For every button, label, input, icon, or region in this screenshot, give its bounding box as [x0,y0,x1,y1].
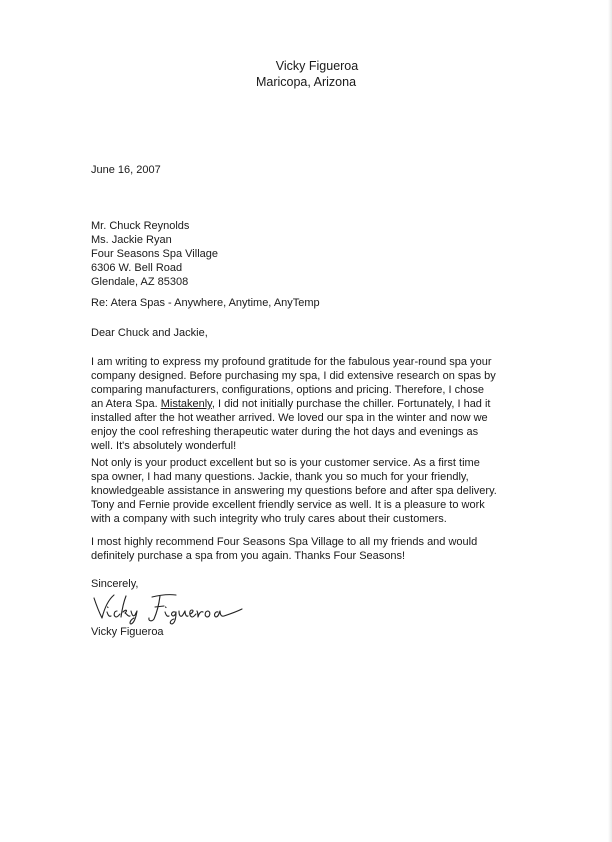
paragraph-line: enjoy the cool refreshing therapeutic water during the hot days and evenings as [91,426,479,438]
paragraph-line: I most highly recommend Four Seasons Spa Village to all my friends and would [91,536,478,548]
paragraph-line: Tony and Fernie provide excellent friendly service as well. It is a pleasure to work [91,499,485,511]
paragraph-line: comparing manufacturers, configurations, options and pricing. Therefore, I chose [91,384,484,396]
closing: Sincerely, [91,578,139,590]
subject-line: Re: Atera Spas - Anywhere, Anytime, AnyTemp [91,297,320,309]
paragraph-line: with a company with such integrity who truly cares about their customers. [91,513,447,525]
recipient-line: Glendale, AZ 85308 [91,276,189,288]
recipient-line: 6306 W. Bell Road [91,262,183,274]
paragraph-recommend [91,535,531,563]
paragraph-line: Not only is your product excellent but so is your customer service. As a first time [91,457,480,469]
text-segment: , I did not initially purchase the chiller. Fortunately, I had it [211,398,491,410]
letterhead [0,58,612,90]
paragraph-gratitude [91,355,531,453]
paragraph-line: definitely purchase a spa from you again. Thanks Four Seasons! [91,550,406,562]
paragraph-line: well. It's absolutely wonderful! [91,440,237,452]
paragraph-line [91,397,531,411]
recipient-line: Mr. Chuck Reynolds [91,220,190,232]
paragraph-line: company designed. Before purchasing my spa, I did extensive research on spas by [91,370,496,382]
recipient-line: Four Seasons Spa Village [91,248,218,260]
underlined-word: Mistakenly [160,398,212,410]
recipient-address [91,219,531,289]
paragraph-line: spa owner, I had many questions. Jackie, thank you so much for your friendly, [91,471,469,483]
letter-date: June 16, 2007 [91,164,161,176]
salutation: Dear Chuck and Jackie, [91,327,208,339]
page-edge-shadow [608,0,612,842]
handwritten-signature [90,590,250,626]
paragraph-line: installed after the hot weather arrived. We loved our spa in the winter and now we [91,412,488,424]
signer-name: Vicky Figueroa [91,626,164,638]
recipient-line: Ms. Jackie Ryan [91,234,172,246]
text-segment: an Atera Spa. [91,398,161,410]
letterhead-name: Vicky Figueroa [275,59,359,73]
paragraph-service [91,456,531,526]
paragraph-line: I am writing to express my profound gratitude for the fabulous year-round spa your [91,356,492,368]
letterhead-location: Maricopa, Arizona [255,75,357,89]
paragraph-line: knowledgeable assistance in answering my questions before and after spa delivery. [91,485,497,497]
